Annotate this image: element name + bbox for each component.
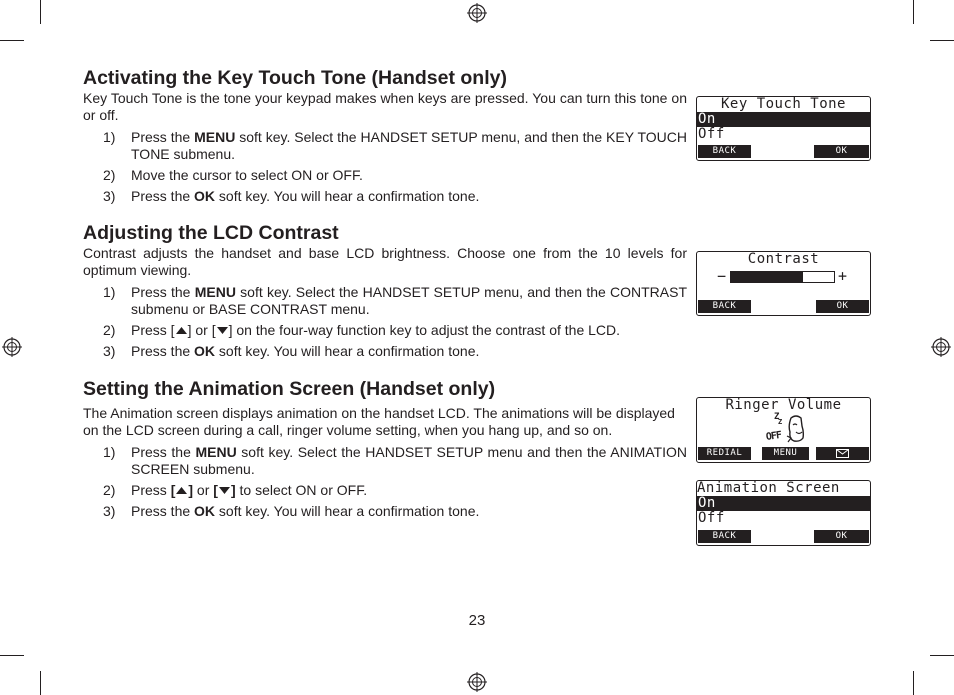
- crop-mark: [40, 671, 41, 695]
- steps-list: [83, 129, 687, 205]
- lcd-animation-screen: [696, 480, 871, 546]
- lcd-softkey-ok: OK: [814, 145, 869, 158]
- step-item: 3) Press the OK soft key. You will hear a confirmation tone.: [103, 343, 480, 359]
- step-item: 2) Press [ ] or [ ] on the four-way function key to adjust the contrast of the LCD.: [103, 322, 621, 338]
- lcd-softkey-menu: MENU: [762, 447, 809, 460]
- lcd-softkey-bar: [697, 300, 870, 313]
- lcd-option: Off: [698, 510, 725, 526]
- section-intro: Contrast adjusts the handset and base LCD brightness. Choose one from the 10 levels for optimum viewing.: [83, 245, 687, 278]
- up-arrow-icon: [175, 325, 188, 336]
- contrast-bar-fill: [731, 272, 803, 282]
- registration-mark-icon: [931, 337, 951, 357]
- step-item: 1) Press the MENU soft key. Select the HANDSET SETUP menu and then the ANIMATION SCREEN submenu.: [103, 444, 687, 477]
- lcd-softkey-redial: REDIAL: [698, 447, 751, 460]
- lcd-softkey-back: BACK: [698, 145, 751, 158]
- section-heading: Setting the Animation Screen (Handset only): [83, 378, 496, 400]
- page-number: 23: [468, 612, 486, 629]
- lcd-title: Contrast: [747, 251, 820, 267]
- crop-mark: [913, 671, 914, 695]
- lcd-softkey-ok: OK: [816, 300, 869, 313]
- section-lcd-contrast: [83, 222, 687, 364]
- lcd-key-touch-tone: [696, 96, 871, 161]
- lcd-title: Ringer Volume: [725, 397, 842, 413]
- lcd-contrast: [696, 251, 871, 316]
- lcd-softkey-bar: [697, 530, 870, 543]
- lcd-softkey-back: BACK: [698, 530, 751, 543]
- lcd-option-selected: On: [697, 496, 870, 511]
- crop-mark: [930, 655, 954, 656]
- lcd-option: Off: [698, 126, 725, 142]
- contrast-bar: [730, 271, 835, 283]
- step-item: 2) Move the cursor to select ON or OFF.: [103, 167, 363, 183]
- crop-mark: [40, 0, 41, 24]
- step-item: 1) Press the MENU soft key. Select the HANDSET SETUP menu, and then the KEY TOUCH TONE submenu.: [103, 129, 687, 162]
- crop-mark: [0, 655, 24, 656]
- registration-mark-icon: [2, 337, 22, 357]
- contrast-slider: [717, 268, 852, 284]
- up-arrow-icon: [175, 485, 188, 496]
- lcd-option-selected: On: [697, 112, 870, 127]
- lcd-softkey-back: BACK: [698, 300, 751, 313]
- step-item: 3) Press the OK soft key. You will hear a confirmation tone.: [103, 503, 480, 519]
- section-intro: The Animation screen displays animation on the handset LCD. The animations will be displayed on the LCD screen during a call, ringer volume setting, when you hang up, and so on.: [83, 405, 675, 438]
- crop-mark: [913, 0, 914, 24]
- down-arrow-icon: [216, 325, 229, 336]
- lcd-title: Key Touch Tone: [720, 96, 846, 112]
- section-key-touch-tone: [83, 67, 687, 209]
- zzz-label: Z: [774, 412, 780, 422]
- lcd-softkey-bar: [697, 447, 870, 460]
- section-animation-screen: [83, 378, 687, 524]
- section-heading: Activating the Key Touch Tone (Handset only): [83, 67, 507, 89]
- off-label: OFF: [765, 430, 782, 443]
- steps-list: [83, 284, 687, 360]
- lcd-title: Animation Screen: [697, 480, 840, 496]
- zzz-label: Z: [778, 418, 783, 426]
- down-arrow-icon: [218, 485, 231, 496]
- section-heading: Adjusting the LCD Contrast: [83, 222, 339, 244]
- contrast-minus: −: [717, 267, 727, 285]
- step-item: 2) Press [ ] or [ ] to select ON or OFF.: [103, 482, 368, 498]
- contrast-plus: +: [838, 267, 848, 285]
- envelope-icon: [836, 449, 849, 458]
- lcd-softkey-ok: OK: [814, 530, 869, 543]
- lcd-softkey-bar: [697, 145, 870, 158]
- lcd-softkey-message: [816, 447, 869, 460]
- step-item: 3) Press the OK soft key. You will hear a confirmation tone.: [103, 188, 480, 204]
- crop-mark: [930, 40, 954, 41]
- crop-mark: [0, 40, 24, 41]
- registration-mark-icon: [467, 3, 487, 23]
- sleeping-animation: [765, 412, 809, 446]
- sleeping-character-icon: [785, 414, 807, 444]
- lcd-ringer-volume: [696, 397, 871, 463]
- registration-mark-icon: [467, 672, 487, 692]
- section-intro: Key Touch Tone is the tone your keypad makes when keys are pressed. You can turn this tone on or off.: [83, 90, 687, 123]
- steps-list: [83, 444, 687, 520]
- step-item: 1) Press the MENU soft key. Select the HANDSET SETUP menu, and then the CONTRAST submenu or BASE CONTRAST menu.: [103, 284, 688, 317]
